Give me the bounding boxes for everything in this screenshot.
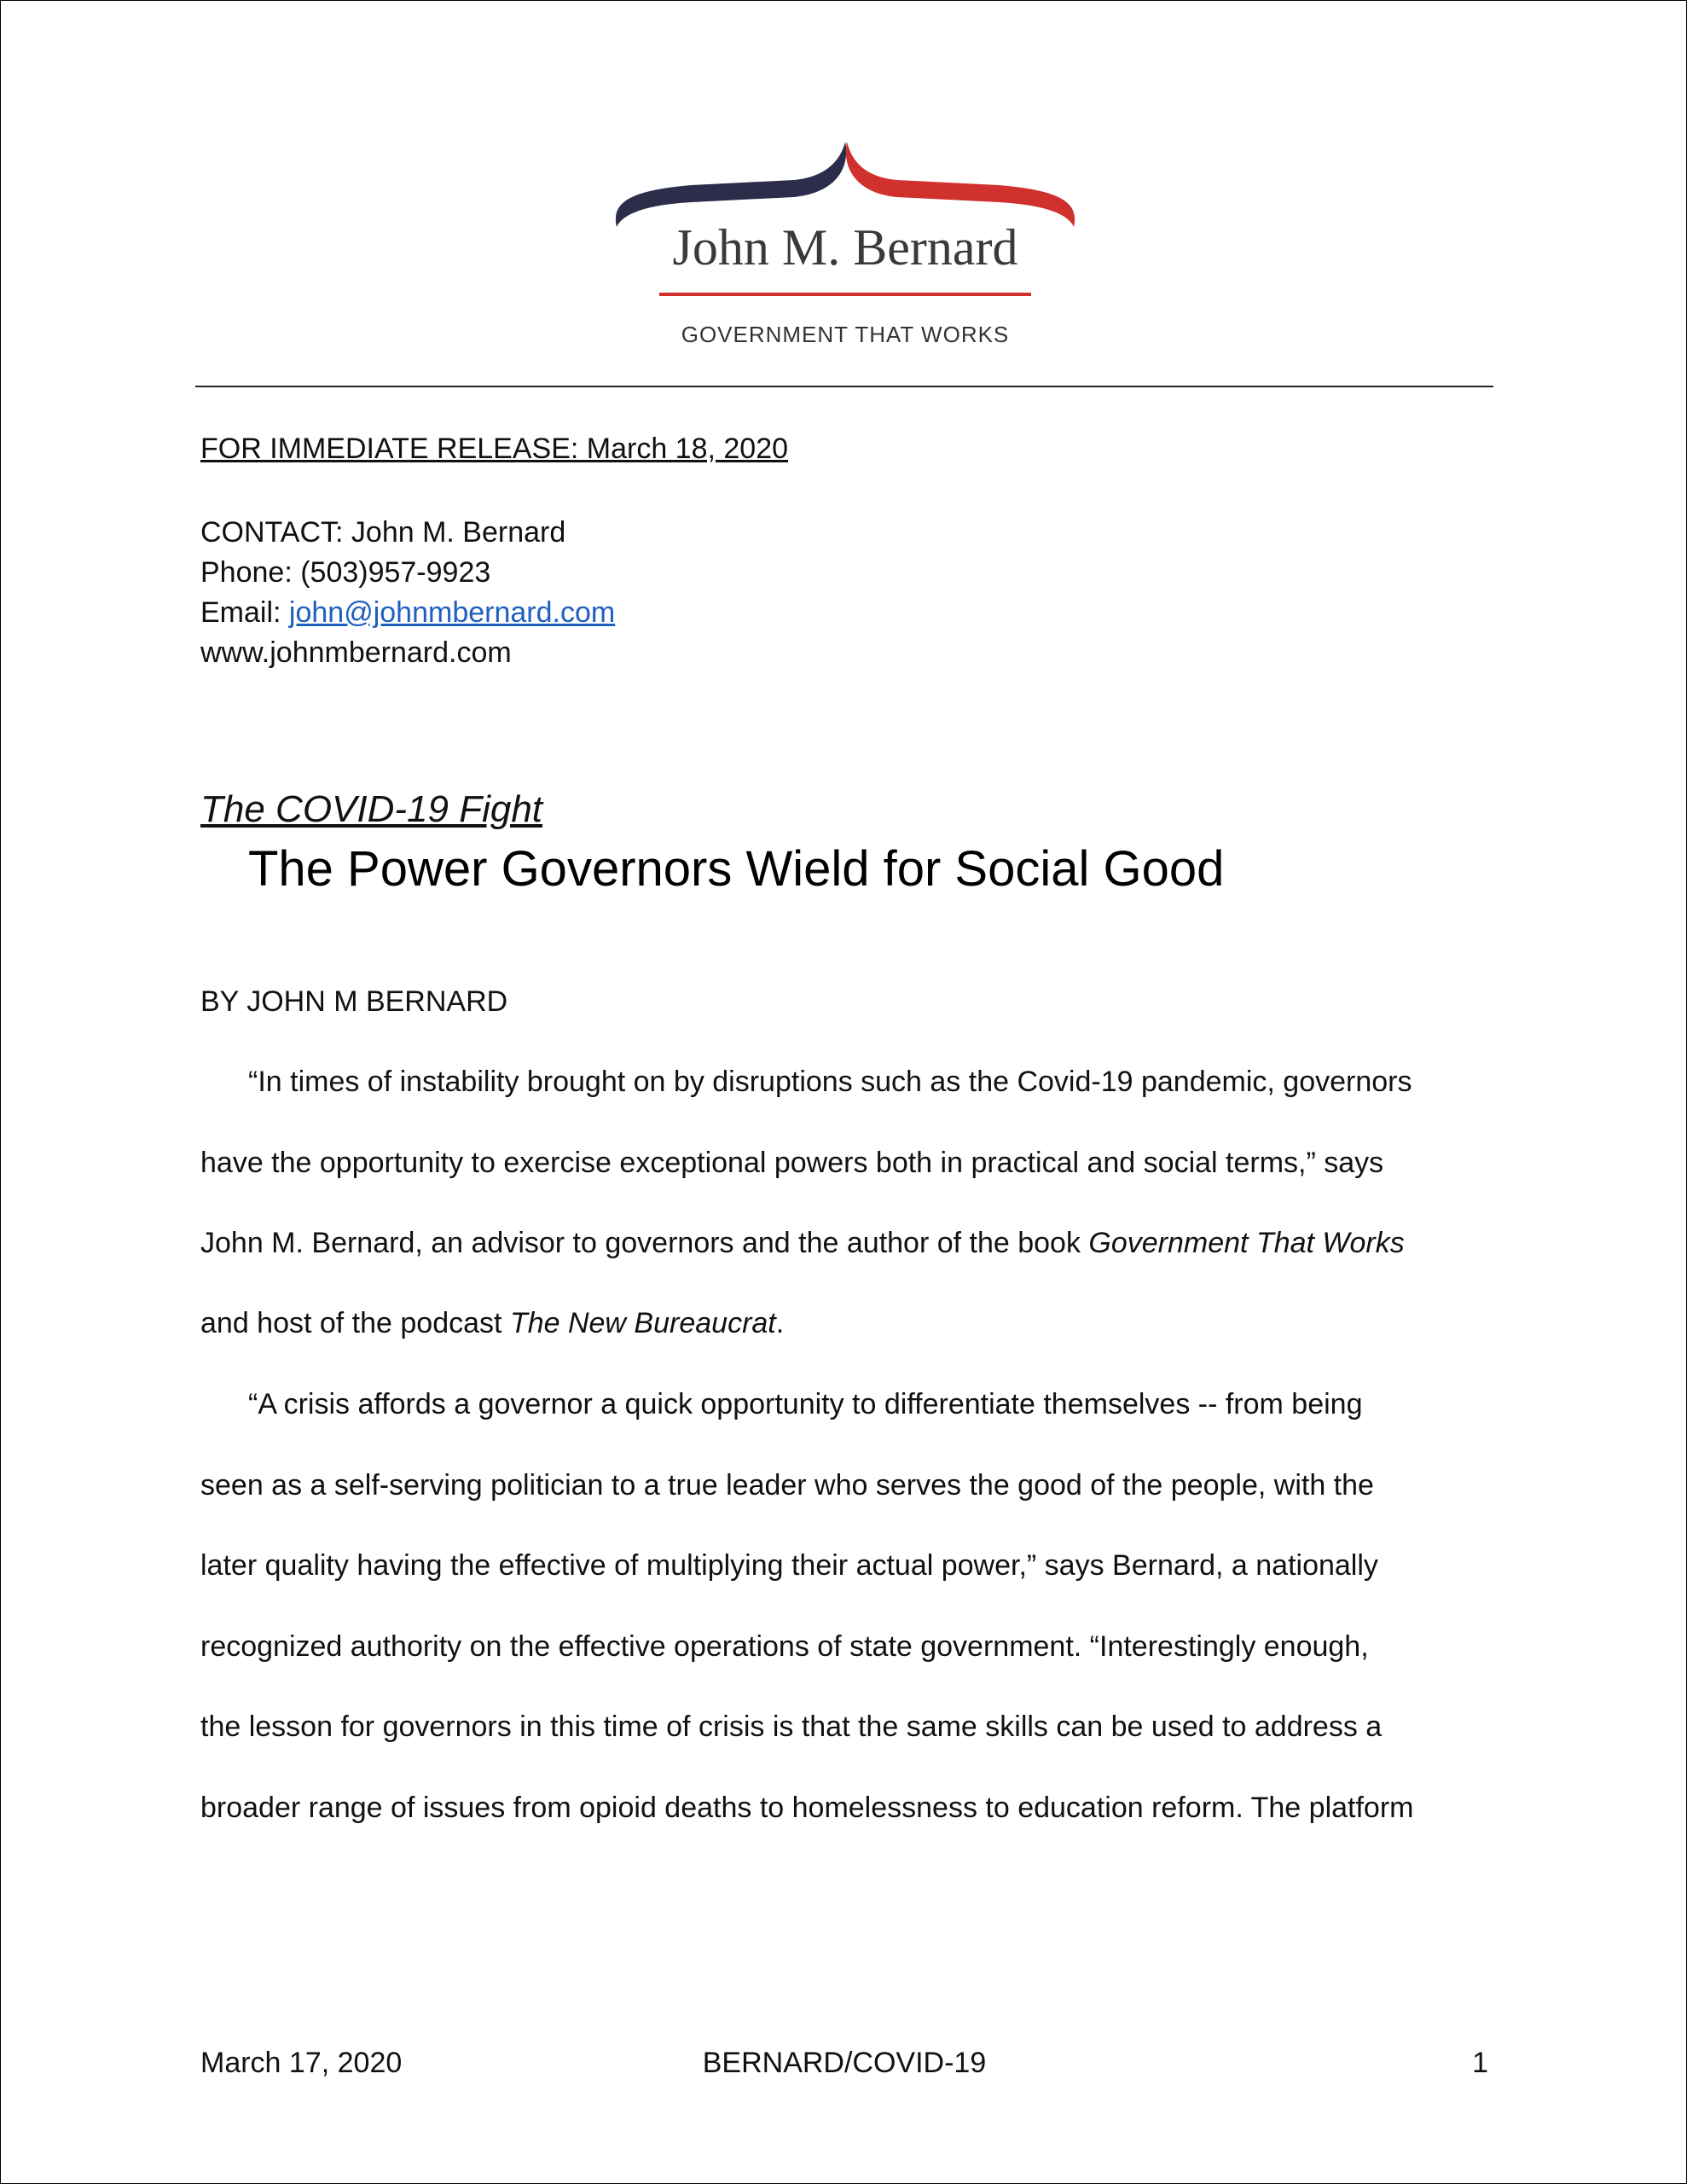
header-divider [195, 386, 1493, 387]
contact-line: CONTACT: John M. Bernard [200, 516, 566, 549]
page-number: 1 [1472, 2047, 1488, 2079]
footer-date: March 17, 2020 [200, 2047, 403, 2079]
article-kicker: The COVID-19 Fight [200, 788, 543, 830]
left-swoosh [616, 142, 846, 227]
footer-slug: BERNARD/COVID-19 [702, 2047, 987, 2079]
logo-rule [659, 293, 1031, 296]
logo [598, 129, 1093, 359]
body-line [200, 1304, 784, 1344]
right-swoosh [846, 142, 1075, 227]
body-line [200, 1223, 1405, 1263]
email-link[interactable]: john@johnmbernard.com [288, 596, 616, 629]
body-text: and host of the podcast [200, 1307, 510, 1339]
body-line: broader range of issues from opioid deaths to homelessness to education reform. The platform [200, 1792, 1414, 1824]
body-text: . [775, 1307, 785, 1339]
email-line [200, 593, 615, 633]
body-line: “A crisis affords a governor a quick opportunity to differentiate themselves -- from being [248, 1388, 1363, 1420]
podcast-title: The New Bureaucrat [509, 1307, 776, 1339]
logo-tagline: GOVERNMENT THAT WORKS [681, 322, 1010, 347]
body-line: have the opportunity to exercise exceptional powers both in practical and social terms,” says [200, 1147, 1384, 1179]
logo-name: John M. Bernard [672, 219, 1018, 276]
release-date: FOR IMMEDIATE RELEASE: March 18, 2020 [200, 433, 789, 465]
phone-line: Phone: (503)957-9923 [200, 556, 491, 589]
byline: BY JOHN M BERNARD [200, 985, 508, 1018]
website: www.johnmbernard.com [200, 636, 512, 669]
body-line: the lesson for governors in this time of crisis is that the same skills can be used to address a [200, 1711, 1383, 1743]
article-headline: The Power Governors Wield for Social Good [248, 841, 1225, 897]
body-line: later quality having the effective of multiplying their actual power,” says Bernard, a nationally [200, 1549, 1378, 1582]
book-title: Government That Works [1088, 1227, 1405, 1259]
logo-swoosh-icon [598, 129, 1093, 231]
body-text: John M. Bernard, an advisor to governors and the author of the book [200, 1227, 1089, 1259]
body-line: recognized authority on the effective operations of state government. “Interestingly enough, [200, 1630, 1369, 1663]
body-line: “In times of instability brought on by disruptions such as the Covid-19 pandemic, governors [248, 1066, 1412, 1098]
body-line: seen as a self-serving politician to a true leader who serves the good of the people, with the [200, 1469, 1374, 1502]
email-label: Email: [200, 596, 289, 629]
